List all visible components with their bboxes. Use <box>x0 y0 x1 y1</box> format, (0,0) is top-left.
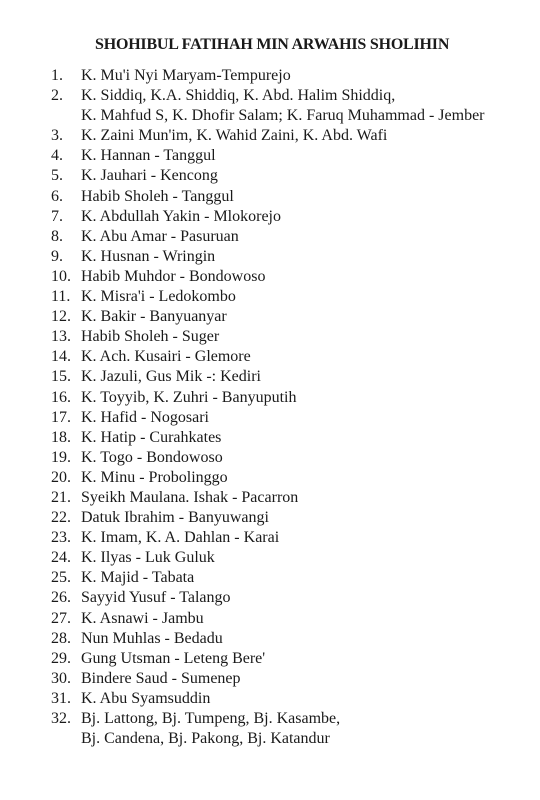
list-item <box>0 408 540 428</box>
list-item-text <box>81 227 239 247</box>
list-item-number: 17. <box>51 408 71 426</box>
list-item-line: K. Abu Amar - Pasuruan <box>81 227 239 245</box>
list-item-number: 12. <box>51 308 71 326</box>
list-item <box>0 548 540 568</box>
list-item-line: K. Imam, K. A. Dahlan - Karai <box>81 529 280 547</box>
list-item <box>0 247 540 267</box>
list-item <box>0 388 540 408</box>
list-item-line: K. Hafid - Nogosari <box>81 408 209 426</box>
list-item-number: 22. <box>51 509 71 527</box>
list-item <box>0 468 540 488</box>
list-item-number: 8. <box>51 227 63 245</box>
list-item-line: K. Hatip - Curahkates <box>81 428 222 446</box>
list-item-line: K. Husnan - Wringin <box>81 247 216 265</box>
list-item-line: K. Asnawi - Jambu <box>81 609 204 627</box>
list-item-text <box>81 247 215 267</box>
list-item-line: Bj. Candena, Bj. Pakong, Bj. Katandur <box>81 730 330 748</box>
list-item-number: 21. <box>51 488 71 506</box>
list-item-text <box>81 609 204 629</box>
list-item-number: 24. <box>51 549 71 567</box>
list-item-number: 3. <box>51 127 63 145</box>
list-item-line: K. Ilyas - Luk Guluk <box>81 549 215 567</box>
list-item-text <box>81 588 231 608</box>
list-item-text <box>81 428 221 448</box>
list-item-text <box>81 267 265 287</box>
list-item-text <box>81 367 261 387</box>
list-item-line: K. Zaini Mun'im, K. Wahid Zaini, K. Abd. Wafi <box>81 127 388 145</box>
list-item <box>0 66 540 86</box>
list-item-line: K. Jauhari - Kencong <box>81 167 218 185</box>
list-item-line: K. Ach. Kusairi - Glemore <box>81 348 251 366</box>
list-item-number: 7. <box>51 207 63 225</box>
list-item-text <box>81 146 216 166</box>
list-item-line: K. Hannan - Tanggul <box>81 147 216 165</box>
list-item-line: K. Abdullah Yakin - Mlokorejo <box>81 207 281 225</box>
list-item-number: 20. <box>51 468 71 486</box>
list-item-text <box>81 488 298 508</box>
document-title: SHOHIBUL FATIHAH MIN ARWAHIS SHOLIHIN <box>95 36 450 53</box>
list-item-number: 30. <box>51 669 71 687</box>
list-item-number: 23. <box>51 529 71 547</box>
list-item <box>0 649 540 669</box>
list-item-line: K. Abu Syamsuddin <box>81 689 211 707</box>
list-item-line: Habib Sholeh - Suger <box>81 328 220 346</box>
list-item-line: K. Siddiq, K.A. Shiddiq, K. Abd. Halim Shiddiq, <box>81 87 396 105</box>
list-item <box>0 146 540 166</box>
list-item-number: 10. <box>51 267 71 285</box>
list-item-text <box>81 568 194 588</box>
list-item-line: Sayyid Yusuf - Talango <box>81 589 231 607</box>
list-item-text <box>81 408 209 428</box>
list-item-number: 14. <box>51 348 71 366</box>
list-item-line: K. Toyyib, K. Zuhri - Banyuputih <box>81 388 297 406</box>
list-item-number: 13. <box>51 328 71 346</box>
list-item <box>0 629 540 649</box>
list-item-line: K. Minu - Probolinggo <box>81 468 228 486</box>
list-item-line: Bindere Saud - Sumenep <box>81 669 241 687</box>
list-item-line: K. Mahfud S, K. Dhofir Salam; K. Faruq Muhammad - Jember <box>81 107 485 125</box>
list-item-number: 16. <box>51 388 71 406</box>
list-item-number: 5. <box>51 167 63 185</box>
list-item-line: Habib Muhdor - Bondowoso <box>81 267 266 285</box>
list-item-number: 32. <box>51 710 71 727</box>
list-item-text <box>81 649 265 669</box>
list-item <box>0 327 540 347</box>
list-item <box>0 709 540 749</box>
list-item <box>0 347 540 367</box>
list-item <box>0 588 540 608</box>
list-item-text <box>81 508 269 528</box>
list-item <box>0 227 540 247</box>
list-item <box>0 126 540 146</box>
list-item <box>0 448 540 468</box>
list-item <box>0 166 540 186</box>
list-item <box>0 307 540 327</box>
list-item-line: K. Mu'i Nyi Maryam-Tempurejo <box>81 67 291 84</box>
list-item-text <box>81 187 234 207</box>
list-item-text <box>81 468 228 488</box>
list-item-text <box>81 709 340 749</box>
list-item-number: 29. <box>51 649 71 667</box>
list-item-number: 27. <box>51 609 71 627</box>
list-item-text <box>81 629 223 649</box>
list-item <box>0 428 540 448</box>
list-item-text <box>81 86 485 126</box>
list-item <box>0 207 540 227</box>
list-item-number: 15. <box>51 368 71 386</box>
list-item-text <box>81 388 296 408</box>
list-item <box>0 86 540 126</box>
list-item-line: K. Bakir - Banyuanyar <box>81 308 227 326</box>
list-item-number: 28. <box>51 629 71 647</box>
list-item-line: Gung Utsman - Leteng Bere' <box>81 649 266 667</box>
list-item <box>0 669 540 689</box>
list-item <box>0 689 540 709</box>
list-item-number: 1. <box>51 67 63 84</box>
list-item-text <box>81 66 291 86</box>
list-item-line: K. Misra'i - Ledokombo <box>81 288 236 306</box>
list-item-number: 11. <box>51 288 71 306</box>
list-item-number: 25. <box>51 569 71 587</box>
list-item-text <box>81 528 279 548</box>
list-item-text <box>81 207 281 227</box>
list-item <box>0 528 540 548</box>
list-item <box>0 187 540 207</box>
list-item-number: 2. <box>51 87 63 105</box>
list-item-line: K. Jazuli, Gus Mik -: Kediri <box>81 368 261 386</box>
list-item <box>0 568 540 588</box>
list-item <box>0 287 540 307</box>
list-item-number: 26. <box>51 589 71 607</box>
list-item-line: K. Togo - Bondowoso <box>81 448 223 466</box>
list-item-line: Nun Muhlas - Bedadu <box>81 629 223 647</box>
name-list <box>0 66 540 749</box>
list-item-line: Habib Sholeh - Tanggul <box>81 187 234 205</box>
list-item <box>0 267 540 287</box>
list-item-text <box>81 287 236 307</box>
list-item-line: K. Majid - Tabata <box>81 569 195 587</box>
list-item-number: 9. <box>51 247 63 265</box>
list-item-text <box>81 347 251 367</box>
list-item-text <box>81 327 219 347</box>
list-item-number: 19. <box>51 448 71 466</box>
list-item <box>0 488 540 508</box>
list-item-text <box>81 669 241 689</box>
list-item-number: 31. <box>51 689 71 707</box>
list-item-number: 4. <box>51 147 63 165</box>
list-item-line: Bj. Lattong, Bj. Tumpeng, Bj. Kasambe, <box>81 710 341 727</box>
list-item-number: 18. <box>51 428 71 446</box>
list-item-number: 6. <box>51 187 63 205</box>
list-item-text <box>81 126 387 146</box>
list-item <box>0 508 540 528</box>
list-item-line: Datuk Ibrahim - Banyuwangi <box>81 509 269 527</box>
list-item-text <box>81 548 215 568</box>
list-item-text <box>81 166 218 186</box>
list-item <box>0 367 540 387</box>
list-item-text <box>81 307 227 327</box>
list-item-line: Syeikh Maulana. Ishak - Pacarron <box>81 488 299 506</box>
list-item <box>0 609 540 629</box>
list-item-text <box>81 689 210 709</box>
list-item-text <box>81 448 223 468</box>
